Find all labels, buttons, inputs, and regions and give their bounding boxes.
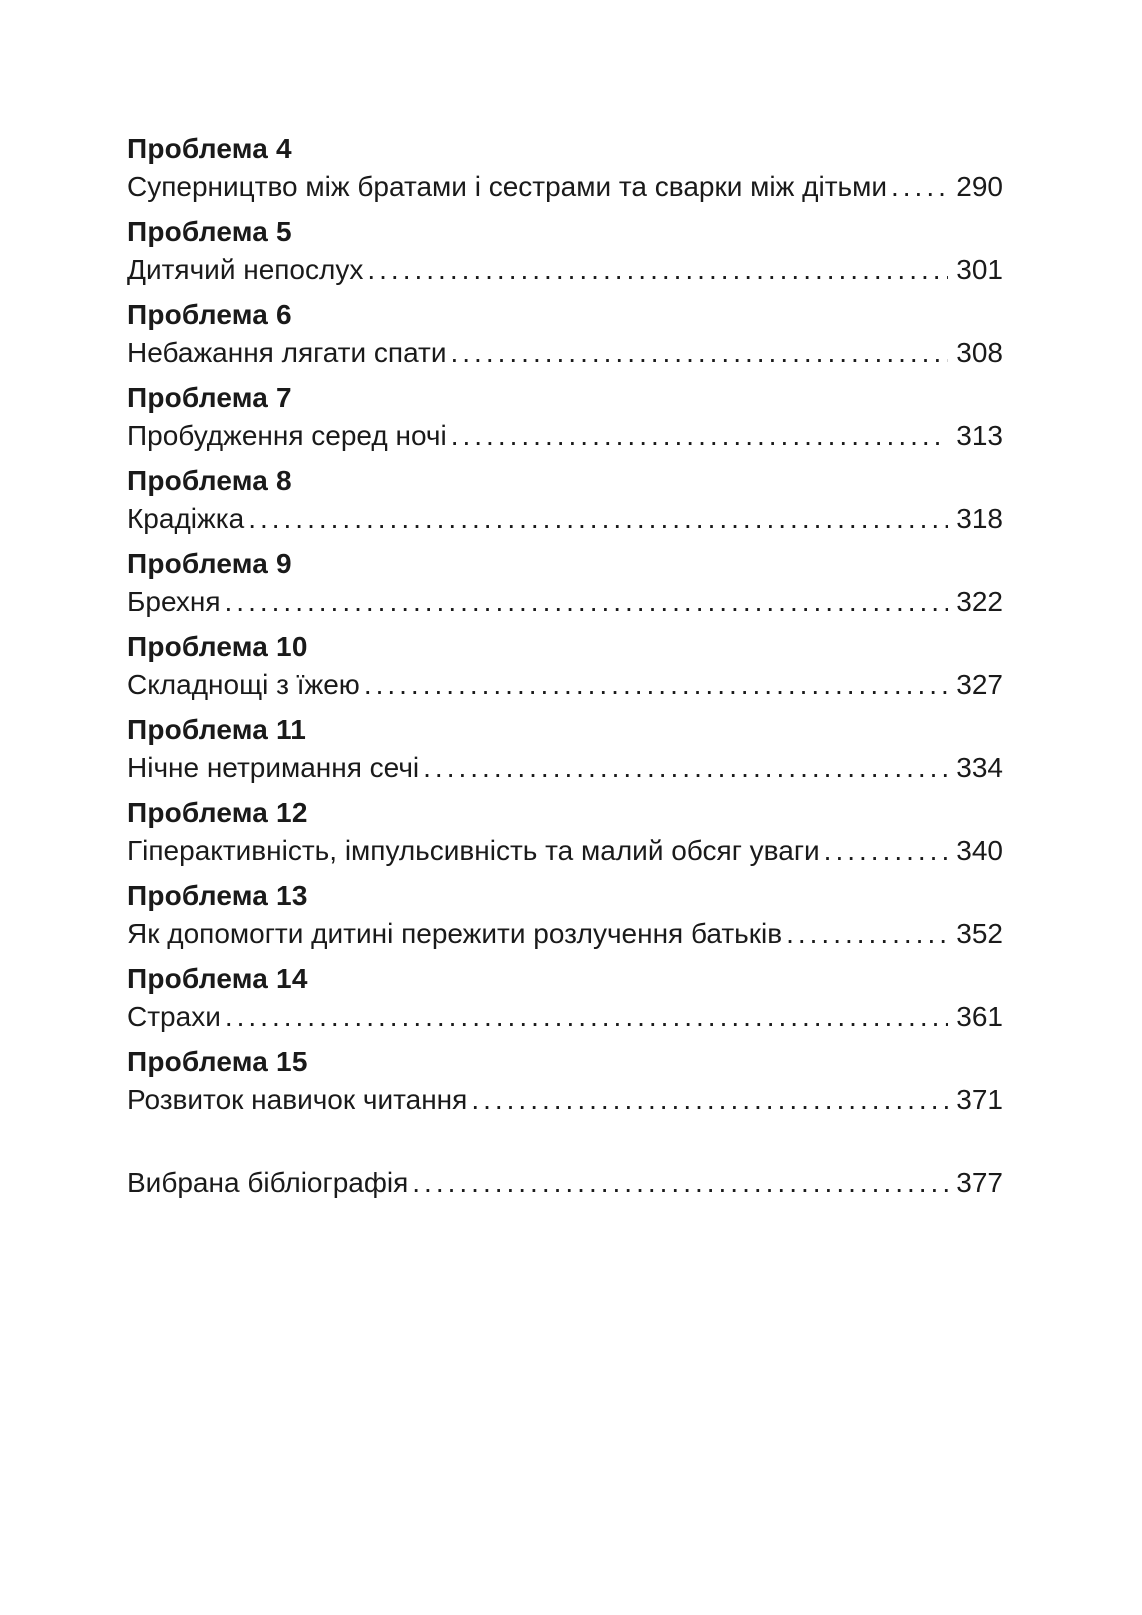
toc-entry-page-number: 327 [956, 669, 1003, 700]
toc-entry-title: Пробудження серед ночі [127, 420, 447, 451]
toc-entry [127, 1043, 1003, 1119]
toc-entry [127, 877, 1003, 953]
toc-entry-heading: Проблема 11 [127, 714, 307, 745]
toc-entry-line [127, 417, 1003, 455]
toc-entry-line [127, 666, 1003, 704]
dot-leader [423, 749, 948, 787]
toc-entry-title: Складнощі з їжею [127, 669, 360, 700]
toc-entry-title: Суперництво між братами і сестрами та сварки між дітьми [127, 171, 887, 202]
toc-entry-page-number: 361 [956, 1001, 1003, 1032]
toc-entry [127, 545, 1003, 621]
toc-entry-page-number: 290 [956, 171, 1003, 202]
toc-entry-heading: Проблема 9 [127, 548, 292, 579]
toc-entry-title: Крадіжка [127, 503, 245, 534]
toc-entry-page-number: 340 [956, 835, 1003, 866]
toc-entry-line [127, 334, 1003, 372]
toc-entry-line [127, 168, 1003, 206]
toc-entry-line [127, 998, 1003, 1036]
toc-entry-title: Гіперактивність, імпульсивність та малий обсяг уваги [127, 835, 820, 866]
toc-entry-heading: Проблема 12 [127, 797, 308, 828]
toc-entry-line [127, 500, 1003, 538]
toc-entry-heading: Проблема 10 [127, 631, 308, 662]
toc-entry-heading: Проблема 15 [127, 1046, 308, 1077]
toc-entry-heading: Проблема 14 [127, 963, 308, 994]
toc-entry-line [127, 749, 1003, 787]
dot-leader [364, 666, 948, 704]
toc-entry-line [127, 251, 1003, 289]
dot-leader [786, 915, 948, 953]
toc-entry-title: Розвиток навичок читання [127, 1084, 468, 1115]
toc-entry [127, 628, 1003, 704]
table-of-contents [127, 130, 1003, 1209]
dot-leader [225, 998, 948, 1036]
toc-entry-line [127, 915, 1003, 953]
bibliography-title: Вибрана бібліографія [127, 1167, 409, 1198]
toc-entry-heading: Проблема 13 [127, 880, 308, 911]
toc-entry-title: Як допомогти дитині пережити розлучення батьків [127, 918, 783, 949]
toc-entry-title: Страхи [127, 1001, 221, 1032]
toc-entry-page-number: 301 [956, 254, 1003, 285]
toc-entry-page-number: 371 [956, 1084, 1003, 1115]
bibliography-page-number: 377 [956, 1167, 1003, 1198]
dot-leader [451, 417, 949, 455]
toc-entry [127, 379, 1003, 455]
toc-entry [127, 711, 1003, 787]
toc-entry-heading: Проблема 8 [127, 465, 292, 496]
toc-entry [127, 213, 1003, 289]
toc-entry [127, 960, 1003, 1036]
toc-entry-title: Дитячий непослух [127, 254, 364, 285]
dot-leader [451, 334, 949, 372]
dot-leader [412, 1164, 948, 1202]
toc-entry [127, 794, 1003, 870]
toc-entry-page-number: 318 [956, 503, 1003, 534]
toc-entry-heading: Проблема 4 [127, 133, 292, 164]
bibliography-line [127, 1164, 1003, 1202]
toc-entry-title: Нічне нетримання сечі [127, 752, 420, 783]
dot-leader [367, 251, 948, 289]
toc-entry-heading: Проблема 5 [127, 216, 292, 247]
toc-entry-page-number: 322 [956, 586, 1003, 617]
toc-entry [127, 462, 1003, 538]
bibliography-entry [127, 1164, 1003, 1202]
toc-entry-page-number: 308 [956, 337, 1003, 368]
toc-entry-title: Небажання лягати спати [127, 337, 447, 368]
toc-entry-page-number: 352 [956, 918, 1003, 949]
dot-leader [824, 832, 949, 870]
toc-entry-page-number: 313 [956, 420, 1003, 451]
toc-entry [127, 130, 1003, 206]
toc-entry-line [127, 832, 1003, 870]
toc-entry-line [127, 1081, 1003, 1119]
dot-leader [891, 168, 948, 206]
toc-entry-heading: Проблема 7 [127, 382, 292, 413]
toc-entry-page-number: 334 [956, 752, 1003, 783]
toc-entry [127, 296, 1003, 372]
toc-entry-heading: Проблема 6 [127, 299, 292, 330]
toc-entry-line [127, 583, 1003, 621]
dot-leader [471, 1081, 948, 1119]
toc-entry-title: Брехня [127, 586, 221, 617]
dot-leader [225, 583, 949, 621]
dot-leader [248, 500, 948, 538]
